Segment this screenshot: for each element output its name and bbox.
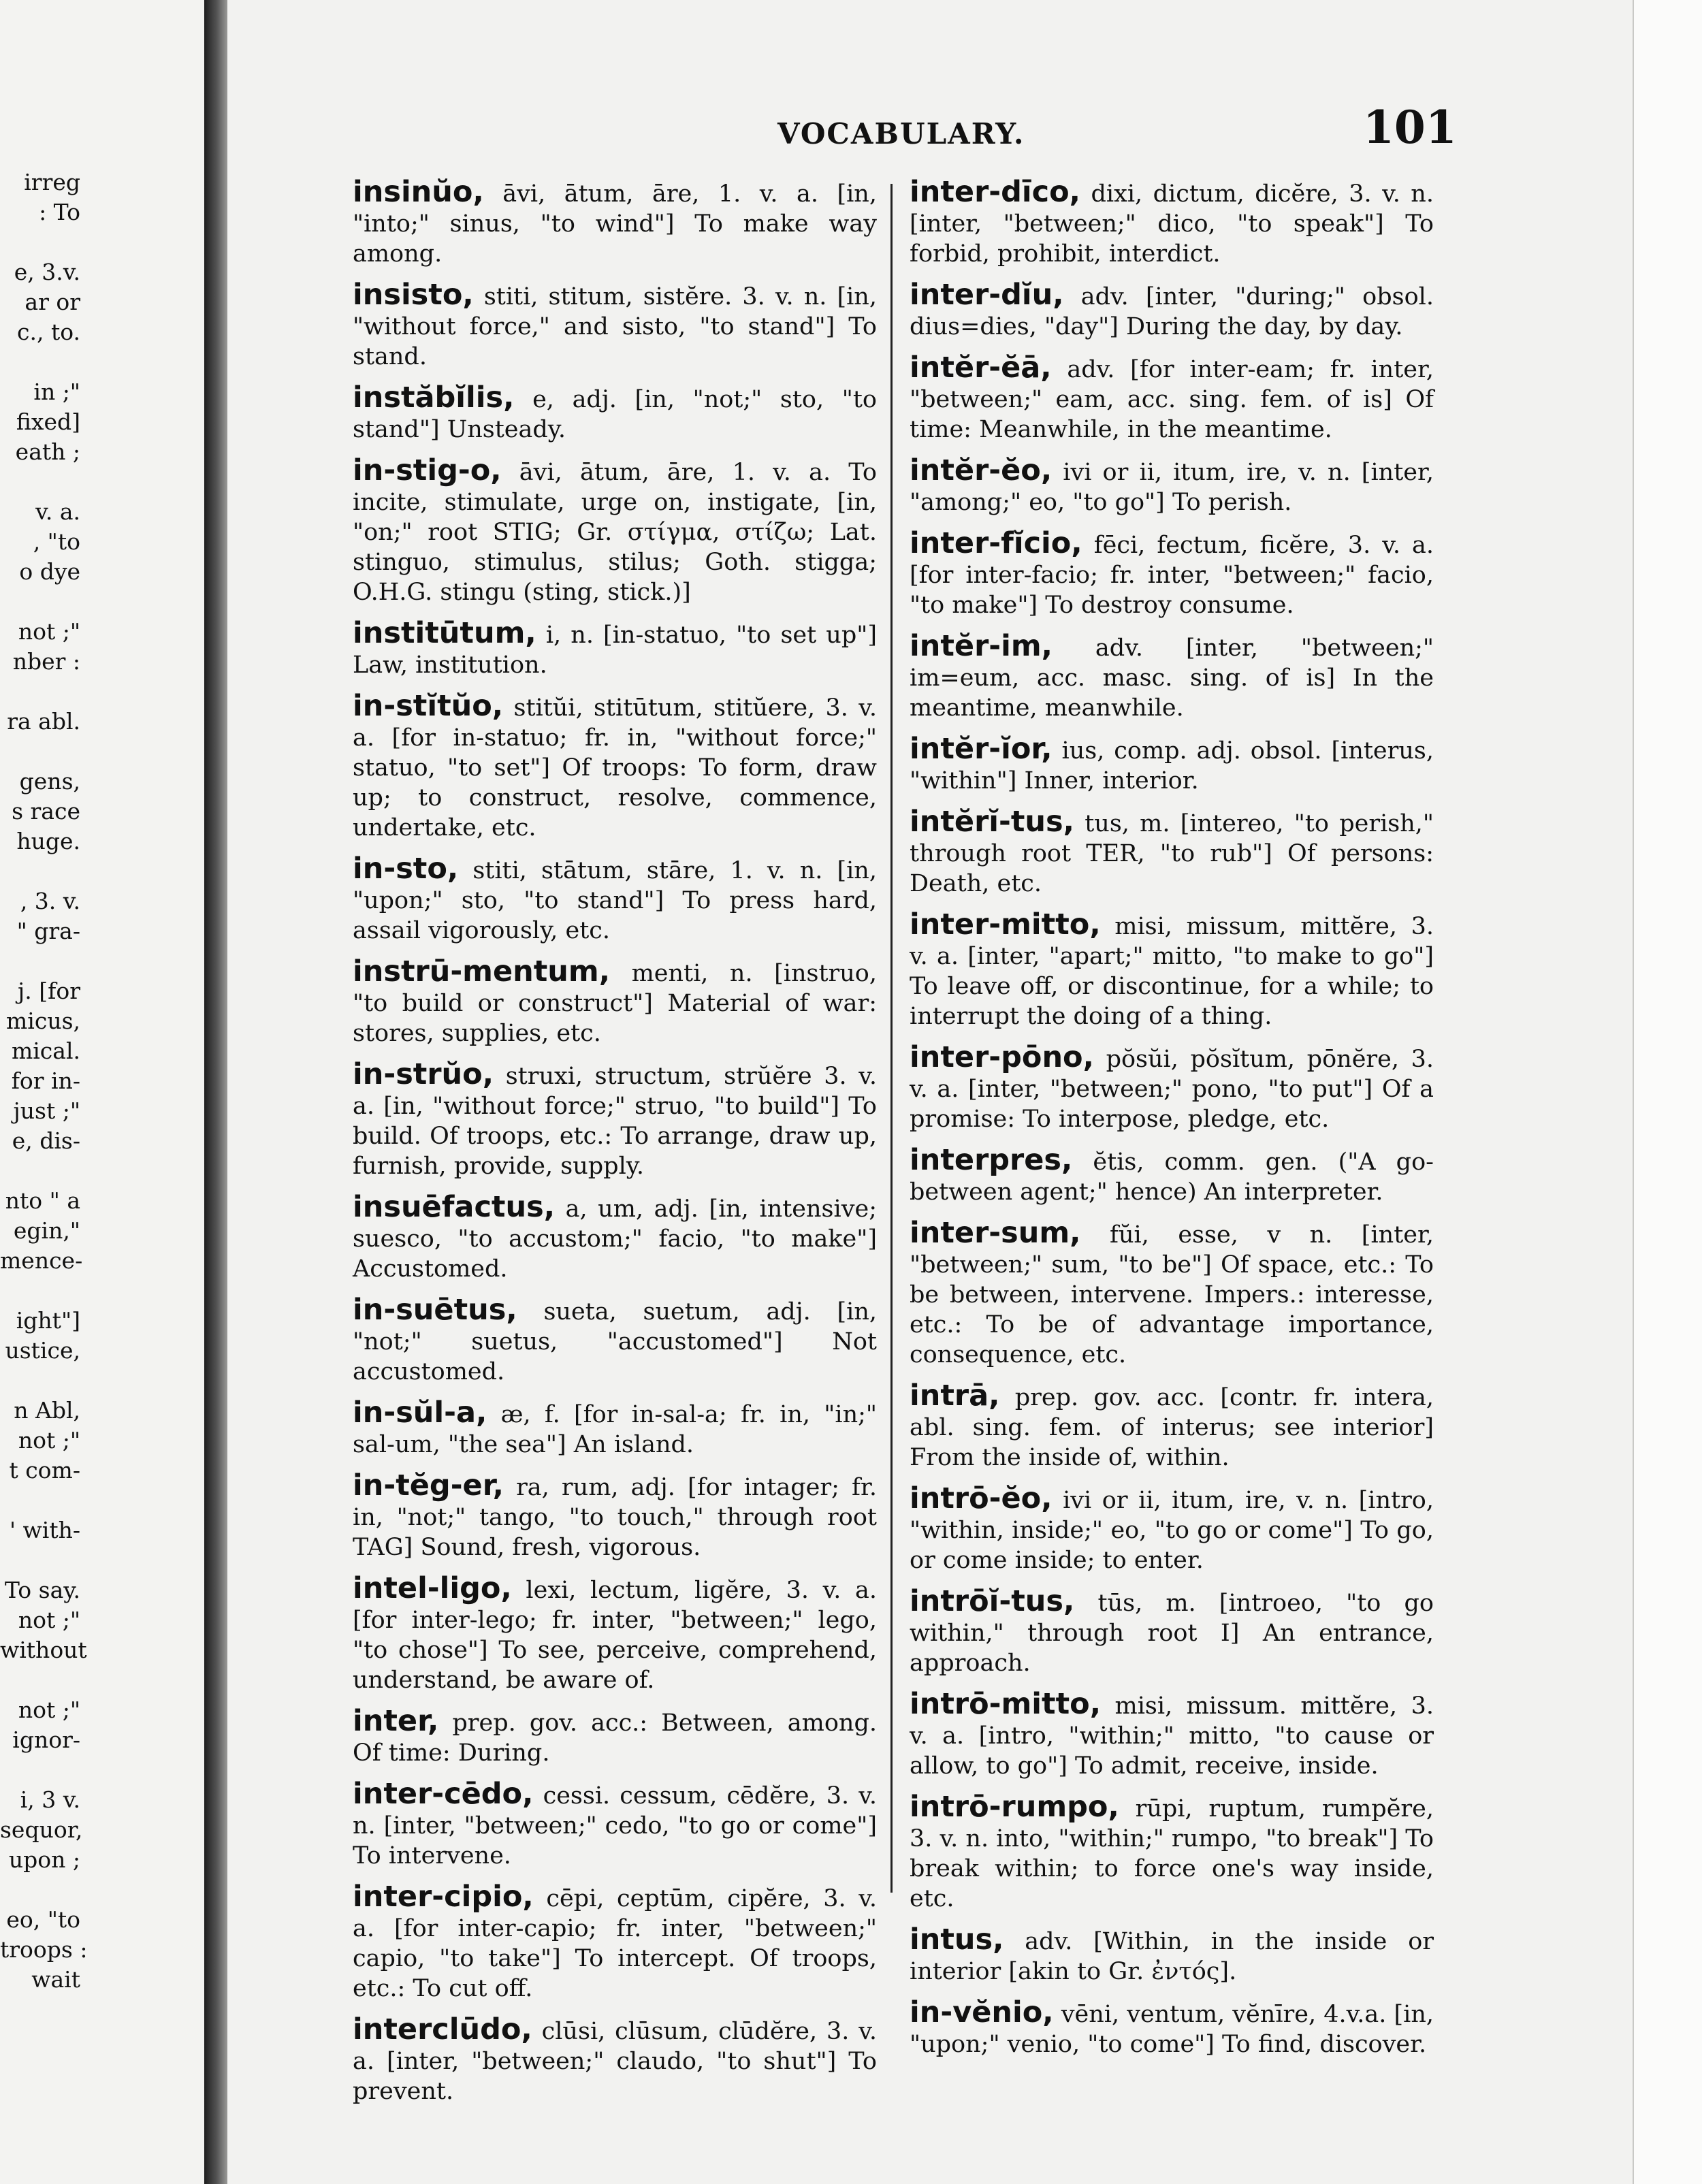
left-page-text-fragment: v. a. bbox=[35, 498, 80, 525]
left-page-text-fragment: ar or bbox=[25, 289, 80, 315]
dictionary-entry bbox=[910, 1586, 1434, 1678]
entry-definition: tūs, m. [introeo, "to go within," through root I] An entrance, approach. bbox=[910, 1590, 1434, 1677]
entry-definition: adv. [Within, in the inside or interior [akin to Gr. ἐντός]. bbox=[910, 1928, 1434, 1985]
left-page-text-fragment: ight"] bbox=[16, 1307, 80, 1334]
entry-definition: i, n. [in-statuo, "to set up"] Law, institution. bbox=[353, 622, 877, 679]
entry-headword: insuēfactus, bbox=[353, 1190, 556, 1224]
left-page-text-fragment: nber : bbox=[12, 648, 80, 675]
left-page-text-fragment: without bbox=[0, 1637, 87, 1663]
entry-headword: institūtum, bbox=[353, 616, 536, 650]
dictionary-entry bbox=[353, 1295, 877, 1387]
entry-headword: intĕr-ĭor, bbox=[910, 732, 1053, 766]
entry-definition: misi, missum, mittĕre, 3. v. a. [inter, "apart;" mitto, "to make to go"] To leave off, or discontinue, for a while; to interrupt the doing of a thing. bbox=[910, 913, 1434, 1030]
left-page-text-fragment: troops : bbox=[0, 1936, 88, 1963]
entry-headword: in-sŭl-a, bbox=[353, 1396, 487, 1430]
entry-definition: ivi or ii, itum, ire, v. n. [inter, "among;" eo, "to go"] To perish. bbox=[910, 459, 1434, 516]
dictionary-entry bbox=[910, 280, 1434, 342]
entry-headword: instăbĭlis, bbox=[353, 381, 515, 415]
left-page-text-fragment: not ;" bbox=[18, 1697, 80, 1723]
entry-definition: stiti, stitum, sistĕre. 3. v. n. [in, "without force," and sisto, "to stand"] To stand. bbox=[353, 283, 877, 370]
left-page-text-fragment: j. [for bbox=[18, 978, 80, 1004]
dictionary-entry bbox=[353, 1192, 877, 1284]
dictionary-entry bbox=[353, 1398, 877, 1460]
left-page-text-fragment: irreg bbox=[24, 169, 80, 195]
entry-headword: intel-ligo, bbox=[353, 1571, 512, 1605]
left-page-text-fragment: not ;" bbox=[18, 618, 80, 645]
dictionary-entry bbox=[353, 1779, 877, 1871]
entry-headword: in-stĭtŭo, bbox=[353, 689, 504, 723]
left-page-text-fragment: i, 3 v. bbox=[20, 1786, 80, 1813]
dictionary-entry bbox=[910, 1145, 1434, 1207]
left-page-text-fragment: fixed] bbox=[16, 408, 80, 435]
dictionary-entry bbox=[910, 734, 1434, 796]
entry-headword: intĕr-im, bbox=[910, 629, 1053, 663]
dictionary-entry bbox=[910, 455, 1434, 517]
entry-definition: tus, m. [intereo, "to perish," through root TER, "to rub"] Of persons: Death, etc. bbox=[910, 810, 1434, 897]
entry-headword: intrō-rumpo, bbox=[910, 1790, 1119, 1824]
entry-definition: vēni, ventum, vĕnīre, 4.v.a. [in, "upon;" venio, "to come"] To find, discover. bbox=[910, 2001, 1434, 2058]
left-page-text-fragment: n Abl, bbox=[14, 1397, 80, 1424]
entry-definition: ivi or ii, itum, ire, v. n. [intro, "within, inside;" eo, "to go or come"] To go, or come inside; to enter. bbox=[910, 1487, 1434, 1574]
book-spine bbox=[204, 0, 227, 2184]
left-page-fragment bbox=[0, 0, 204, 2184]
left-page-text-fragment: ustice, bbox=[5, 1337, 80, 1364]
dictionary-entry bbox=[353, 854, 877, 946]
dictionary-entry bbox=[353, 1706, 877, 1768]
left-page-text-fragment: not ;" bbox=[18, 1427, 80, 1454]
entry-headword: in-tĕg-er, bbox=[353, 1468, 504, 1503]
dictionary-entry bbox=[910, 910, 1434, 1031]
entry-headword: inter-dīco, bbox=[910, 175, 1081, 209]
entry-definition: sueta, suetum, adj. [in, "not;" suetus, "accustomed"] Not accustomed. bbox=[353, 1298, 877, 1385]
entry-headword: intĕrĭ-tus, bbox=[910, 805, 1074, 839]
dictionary-entry bbox=[353, 177, 877, 269]
left-page-text-fragment: " gra- bbox=[16, 918, 80, 944]
left-page-text-fragment: sequor, bbox=[0, 1816, 83, 1843]
left-page-text-fragment: nto " a bbox=[5, 1187, 80, 1214]
left-page-text-fragment: mical. bbox=[11, 1038, 80, 1064]
dictionary-entry bbox=[910, 1925, 1434, 1987]
entry-headword: intĕr-ĕā, bbox=[910, 351, 1052, 385]
entry-headword: in-strŭo, bbox=[353, 1057, 494, 1091]
left-page-text-fragment: eo, "to bbox=[6, 1906, 80, 1933]
dictionary-entry bbox=[910, 807, 1434, 899]
entry-definition: adv. [inter, "during;" obsol. dius=dies, "day"] During the day, by day. bbox=[910, 283, 1434, 340]
left-page-text-fragment: just ;" bbox=[13, 1097, 80, 1124]
dictionary-entry bbox=[353, 618, 877, 680]
entry-definition: ius, comp. adj. obsol. [interus, "within"] Inner, interior. bbox=[910, 737, 1434, 794]
dictionary-entry bbox=[353, 383, 877, 445]
running-header: VOCABULARY. bbox=[777, 117, 1025, 150]
entry-headword: inter-pōno, bbox=[910, 1040, 1094, 1074]
dictionary-entry bbox=[910, 1042, 1434, 1134]
entry-definition: struxi, structum, strŭĕre 3. v. a. [in, "without force;" struo, "to build"] To build. Of troops, etc.: To arrange, draw up, furnish, provide, supply. bbox=[353, 1063, 877, 1180]
dictionary-entry bbox=[910, 1483, 1434, 1575]
entry-definition: clūsi, clūsum, clūdĕre, 3. v. a. [inter, "between;" claudo, "to shut"] To prevent. bbox=[353, 2018, 877, 2105]
dictionary-entry bbox=[353, 1468, 877, 1562]
entry-headword: inter-sum, bbox=[910, 1216, 1081, 1250]
entry-definition: prep. gov. acc.: Between, among. Of time: During. bbox=[353, 1709, 877, 1767]
dictionary-entry bbox=[353, 2014, 877, 2106]
entry-definition: āvi, ātum, āre, 1. v. a. [in, "into;" sinus, "to wind"] To make way among. bbox=[353, 180, 877, 268]
entry-definition: adv. [for inter-eam; fr. inter, "between;" eam, acc. sing. fem. of is] Of time: Meanwhile, in the meantime. bbox=[910, 356, 1434, 443]
left-page-text-fragment: o dye bbox=[19, 558, 80, 585]
entry-definition: stitŭi, stitūtum, stitŭere, 3. v. a. [for in-statuo; fr. in, "without force;" statuo, "to set"] Of troops: To form, draw up; to construct, resolve, commence, undertake, etc. bbox=[353, 694, 877, 841]
dictionary-entry bbox=[910, 1218, 1434, 1370]
left-page-text-fragment: for in- bbox=[11, 1067, 80, 1094]
entry-headword: intrō-mitto, bbox=[910, 1687, 1102, 1721]
dictionary-entry bbox=[353, 691, 877, 843]
entry-definition: fŭi, esse, v n. [inter, "between;" sum, "to be"] Of space, etc.: To be between, intervene. Impers.: interesse, etc.: To be of advantage importance, consequence, etc. bbox=[910, 1221, 1434, 1368]
left-page-text-fragment: in ;" bbox=[33, 379, 80, 405]
entry-headword: intus, bbox=[910, 1923, 1004, 1957]
dictionary-entry bbox=[910, 1997, 1434, 2059]
entry-definition: āvi, ātum, āre, 1. v. a. To incite, stimulate, urge on, instigate, [in, "on;" root STIG; Gr. στίγμα, στίζω; Lat. stinguo, stimulus, stilus; Goth. stigga; O.H.G. stingu (sting, stick.)] bbox=[353, 459, 877, 606]
dictionary-entry bbox=[910, 1381, 1434, 1473]
entry-headword: interclūdo, bbox=[353, 2012, 532, 2046]
entry-headword: in-stig-o, bbox=[353, 453, 502, 487]
entry-headword: instrū-mentum, bbox=[353, 954, 611, 989]
entry-headword: in-sto, bbox=[353, 852, 459, 886]
entry-definition: a, um, adj. [in, intensive; suesco, "to accustom;" facio, "to make"] Accustomed. bbox=[353, 1195, 877, 1283]
entry-headword: insinŭo, bbox=[353, 175, 484, 209]
dictionary-entry bbox=[353, 1059, 877, 1181]
left-page-text-fragment: e, dis- bbox=[12, 1127, 80, 1154]
dictionary-entry bbox=[910, 353, 1434, 445]
entry-definition: cessi. cessum, cēdĕre, 3. v. n. [inter, "between;" cedo, "to go or come"] To intervene. bbox=[353, 1782, 877, 1869]
left-page-text-fragment: mence- bbox=[0, 1247, 83, 1274]
entry-headword: inter-mitto, bbox=[910, 908, 1101, 942]
left-page-text-fragment: eath ; bbox=[15, 438, 80, 465]
left-page-text-fragment: : To bbox=[39, 199, 80, 225]
dictionary-entry bbox=[353, 280, 877, 372]
entry-definition: prep. gov. acc. [contr. fr. intera, abl. sing. fem. of interus; see interior] From the inside of, within. bbox=[910, 1384, 1434, 1471]
left-page-text-fragment: egin," bbox=[13, 1217, 80, 1244]
left-page-text-fragment: wait bbox=[31, 1966, 80, 1993]
entry-headword: intrā, bbox=[910, 1379, 1000, 1413]
entry-headword: interpres, bbox=[910, 1143, 1073, 1177]
entry-definition: cēpi, ceptūm, cipĕre, 3. v. a. [for inter-capio; fr. inter, "between;" capio, "to take"] To intercept. Of troops, etc.: To cut off. bbox=[353, 1885, 877, 2002]
entry-definition: æ, f. [for in-sal-a; fr. in, "in;" sal-um, "the sea"] An island. bbox=[353, 1401, 877, 1458]
entry-definition: adv. [inter, "between;" im=eum, acc. masc. sing. of is] In the meantime, meanwhile. bbox=[910, 635, 1434, 722]
left-page-text-fragment: To say. bbox=[4, 1577, 80, 1603]
left-page-text-fragment: huge. bbox=[16, 828, 80, 854]
entry-headword: in-vĕnio, bbox=[910, 1995, 1054, 2029]
entry-headword: intĕr-ĕo, bbox=[910, 453, 1053, 487]
entry-headword: inter, bbox=[353, 1704, 439, 1738]
entry-definition: rūpi, ruptum, rumpĕre, 3. v. n. into, "within;" rumpo, "to break"] To break within; to force one's way inside, etc. bbox=[910, 1795, 1434, 1912]
left-page-text-fragment: , "to bbox=[33, 528, 80, 555]
page-edge bbox=[1633, 0, 1702, 2184]
left-page-text-fragment: upon ; bbox=[8, 1846, 80, 1873]
entry-headword: in-suētus, bbox=[353, 1293, 517, 1327]
left-page-text-fragment: e, 3.v. bbox=[14, 259, 80, 285]
entry-headword: intrōĭ-tus, bbox=[910, 1584, 1075, 1618]
left-page-text-fragment: s race bbox=[12, 798, 80, 824]
dictionary-entry bbox=[910, 631, 1434, 723]
left-page-text-fragment: ra abl. bbox=[7, 708, 80, 735]
entry-definition: stiti, stātum, stāre, 1. v. n. [in, "upon;" sto, "to stand"] To press hard, assail vigorously, etc. bbox=[353, 857, 877, 944]
dictionary-column-right bbox=[910, 177, 1434, 2070]
left-page-text-fragment: t com- bbox=[9, 1457, 80, 1483]
entry-headword: intrō-ĕo, bbox=[910, 1481, 1053, 1515]
entry-definition: ra, rum, adj. [for intager; fr. in, "not;" tango, "to touch," through root TAG] Sound, fresh, vigorous. bbox=[353, 1474, 877, 1561]
dictionary-entry bbox=[353, 1573, 877, 1695]
entry-headword: insisto, bbox=[353, 278, 474, 312]
left-page-text-fragment: c., to. bbox=[17, 319, 80, 345]
column-divider bbox=[890, 184, 893, 1893]
entry-definition: ĕtis, comm. gen. ("A go-between agent;" hence) An interpreter. bbox=[910, 1149, 1434, 1206]
dictionary-entry bbox=[910, 177, 1434, 269]
left-page-text-fragment: not ;" bbox=[18, 1607, 80, 1633]
dictionary-entry bbox=[910, 1792, 1434, 1914]
dictionary-entry bbox=[910, 1689, 1434, 1781]
entry-headword: inter-dĭu, bbox=[910, 278, 1064, 312]
entry-definition: pŏsŭi, pŏsĭtum, pōnĕre, 3. v. a. [inter, "between;" pono, "to put"] Of a promise: To interpose, pledge, etc. bbox=[910, 1046, 1434, 1133]
entry-definition: menti, n. [instruo, "to build or construct"] Material of war: stores, supplies, etc. bbox=[353, 960, 877, 1047]
left-page-text-fragment: ' with- bbox=[9, 1517, 80, 1543]
entry-definition: e, adj. [in, "not;" sto, "to stand"] Unsteady. bbox=[353, 386, 877, 443]
page-number: 101 bbox=[1363, 101, 1457, 154]
left-page-text-fragment: gens, bbox=[19, 768, 80, 794]
entry-definition: lexi, lectum, ligĕre, 3. v. a. [for inter-lego; fr. inter, "between;" lego, "to chose"] To see, perceive, comprehend, understand, be aware of. bbox=[353, 1577, 877, 1694]
left-page-text-fragment: ignor- bbox=[12, 1727, 80, 1753]
dictionary-entry bbox=[910, 528, 1434, 620]
left-page-text-fragment: micus, bbox=[5, 1008, 80, 1034]
dictionary-entry bbox=[353, 455, 877, 607]
entry-headword: inter-fĭcio, bbox=[910, 526, 1082, 560]
entry-definition: fēci, fectum, ficĕre, 3. v. a. [for inter-facio; fr. inter, "between;" facio, "to make"] To destroy consume. bbox=[910, 532, 1434, 619]
entry-definition: dixi, dictum, dicĕre, 3. v. n. [inter, "between;" dico, "to speak"] To forbid, prohibit, interdict. bbox=[910, 180, 1434, 268]
entry-headword: inter-cēdo, bbox=[353, 1777, 534, 1811]
dictionary-column-left bbox=[353, 177, 877, 2117]
dictionary-entry bbox=[353, 954, 877, 1048]
entry-definition: misi, missum. mittĕre, 3. v. a. [intro, "within;" mitto, "to cause or allow, to go"] To admit, receive, inside. bbox=[910, 1692, 1434, 1780]
dictionary-entry bbox=[353, 1882, 877, 2004]
entry-headword: inter-cipio, bbox=[353, 1880, 534, 1914]
left-page-text-fragment: , 3. v. bbox=[20, 888, 80, 914]
